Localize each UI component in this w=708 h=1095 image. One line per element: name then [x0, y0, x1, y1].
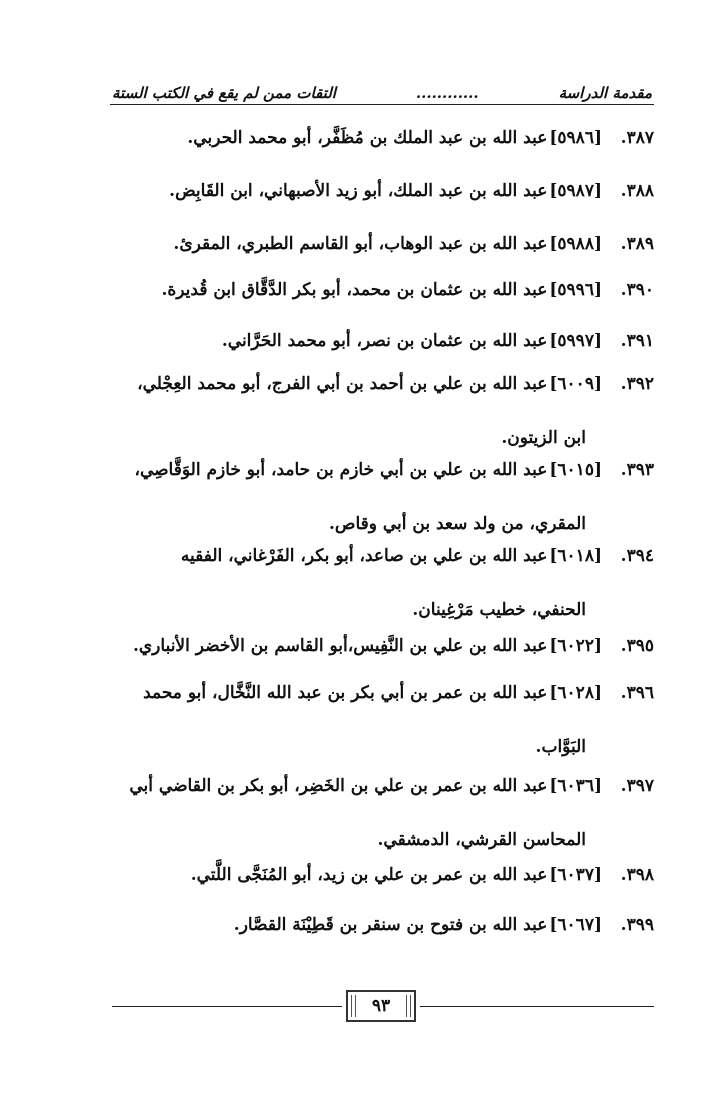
entry-number: ٣٩٨.	[620, 865, 654, 885]
entry-number: ٣٩٢.	[620, 374, 654, 394]
entry-number: ٣٩٩.	[620, 915, 654, 935]
entry-number: ٣٨٨.	[620, 181, 654, 201]
entry-number: ٣٩٥.	[620, 636, 654, 656]
entry-number: ٣٩٧.	[620, 776, 654, 796]
entry-text: عبد الله بن فتوح بن سنقر بن قَطِيْنَة القصَّار.	[233, 915, 548, 935]
entry-code: [٦٠٢٢]	[549, 636, 602, 656]
entry-code: [٥٩٩٦]	[549, 280, 602, 300]
entry-text: عبد الله بن عبد الملك بن مُظَفَّر، أبو محمد الحربي.	[187, 128, 548, 148]
entry-text: عبد الله بن علي بن أحمد بن أبي الفرج، أبو محمد العِجْلي،	[137, 374, 548, 394]
page-number: ٩٣	[371, 996, 391, 1016]
entry-code: [٦٠٢٨]	[549, 683, 602, 703]
entry-text: عبد الله بن عمر بن علي بن زيد، أبو المُنَجَّى اللَّتي.	[190, 865, 548, 885]
entry	[114, 619, 654, 673]
entry-text: عبد الله بن عمر بن علي بن الخَضِر، أبو بكر بن القاضي أبي	[129, 776, 548, 796]
header-title: مقدمة الدراسة	[558, 84, 652, 102]
entry-code: [٥٩٨٧]	[549, 181, 602, 201]
entry-code: [٦٠٣٧]	[549, 865, 602, 885]
entry-number: ٣٩٣.	[620, 460, 654, 480]
entry-code: [٦٠٦٧]	[549, 915, 602, 935]
entry-code: [٦٠١٨]	[549, 546, 602, 566]
entry-number: ٣٩٦.	[620, 683, 654, 703]
header-dots: ............	[415, 84, 479, 102]
footer-rule-left	[112, 1006, 342, 1007]
entry-continuation: الحنفي، خطيب مَرْغِينان.	[412, 600, 586, 620]
entry-continuation: المحاسن القرشي، الدمشقي.	[377, 830, 586, 850]
page-number-box	[346, 990, 416, 1022]
entry	[114, 263, 654, 317]
entry-text: عبد الله بن عبد الوهاب، أبو القاسم الطبري، المقرئ.	[173, 234, 548, 254]
entry-text: عبد الله بن عبد الملك، أبو زيد الأصبهاني، ابن القَابِض.	[169, 181, 548, 201]
entry	[114, 111, 654, 165]
entry-text: عبد الله بن علي بن صاعد، أبو بكر، الفَرْغاني، الفقيه	[180, 546, 548, 566]
header-subtitle: التقات ممن لم يقع في الكتب الستة	[112, 84, 336, 102]
entry-number: ٣٨٩.	[620, 234, 654, 254]
entry-text: عبد الله بن عثمان بن نصر، أبو محمد الحَرَّاني.	[221, 331, 548, 351]
entry-text: عبد الله بن علي بن النَّفِيس،أبو القاسم بن الأخضر الأنباري.	[132, 636, 548, 656]
entry	[114, 898, 654, 952]
footer-rule-right	[420, 1006, 654, 1007]
entry-number: ٣٨٧.	[620, 128, 654, 148]
entry-continuation: البَوَّاب.	[535, 737, 586, 757]
entry-continuation: ابن الزيتون.	[501, 428, 586, 448]
entry-text: عبد الله بن علي بن أبي خازم بن حامد، أبو خازم الوَقَّاصِي،	[134, 460, 548, 480]
entry	[114, 164, 654, 218]
entry-code: [٥٩٨٨]	[549, 234, 602, 254]
entry-continuation: المقري، من ولد سعد بن أبي وقاص.	[328, 514, 586, 534]
entry-code: [٥٩٨٦]	[549, 128, 602, 148]
entry-code: [٦٠٠٩]	[549, 374, 602, 394]
entry-number: ٣٩٤.	[620, 546, 654, 566]
entry-number: ٣٩١.	[620, 331, 654, 351]
entry-number: ٣٩٠.	[620, 280, 654, 300]
entry-text: عبد الله بن عمر بن أبي بكر بن عبد الله النَّخَّال، أبو محمد	[143, 683, 548, 703]
entry	[114, 848, 654, 902]
entry-code: [٦٠١٥]	[549, 460, 602, 480]
entry	[114, 666, 654, 774]
entry-code: [٥٩٩٧]	[549, 331, 602, 351]
entry-code: [٦٠٣٦]	[549, 776, 602, 796]
entry-text: عبد الله بن عثمان بن محمد، أبو بكر الدَّقَّاق ابن قُديرة.	[161, 280, 548, 300]
